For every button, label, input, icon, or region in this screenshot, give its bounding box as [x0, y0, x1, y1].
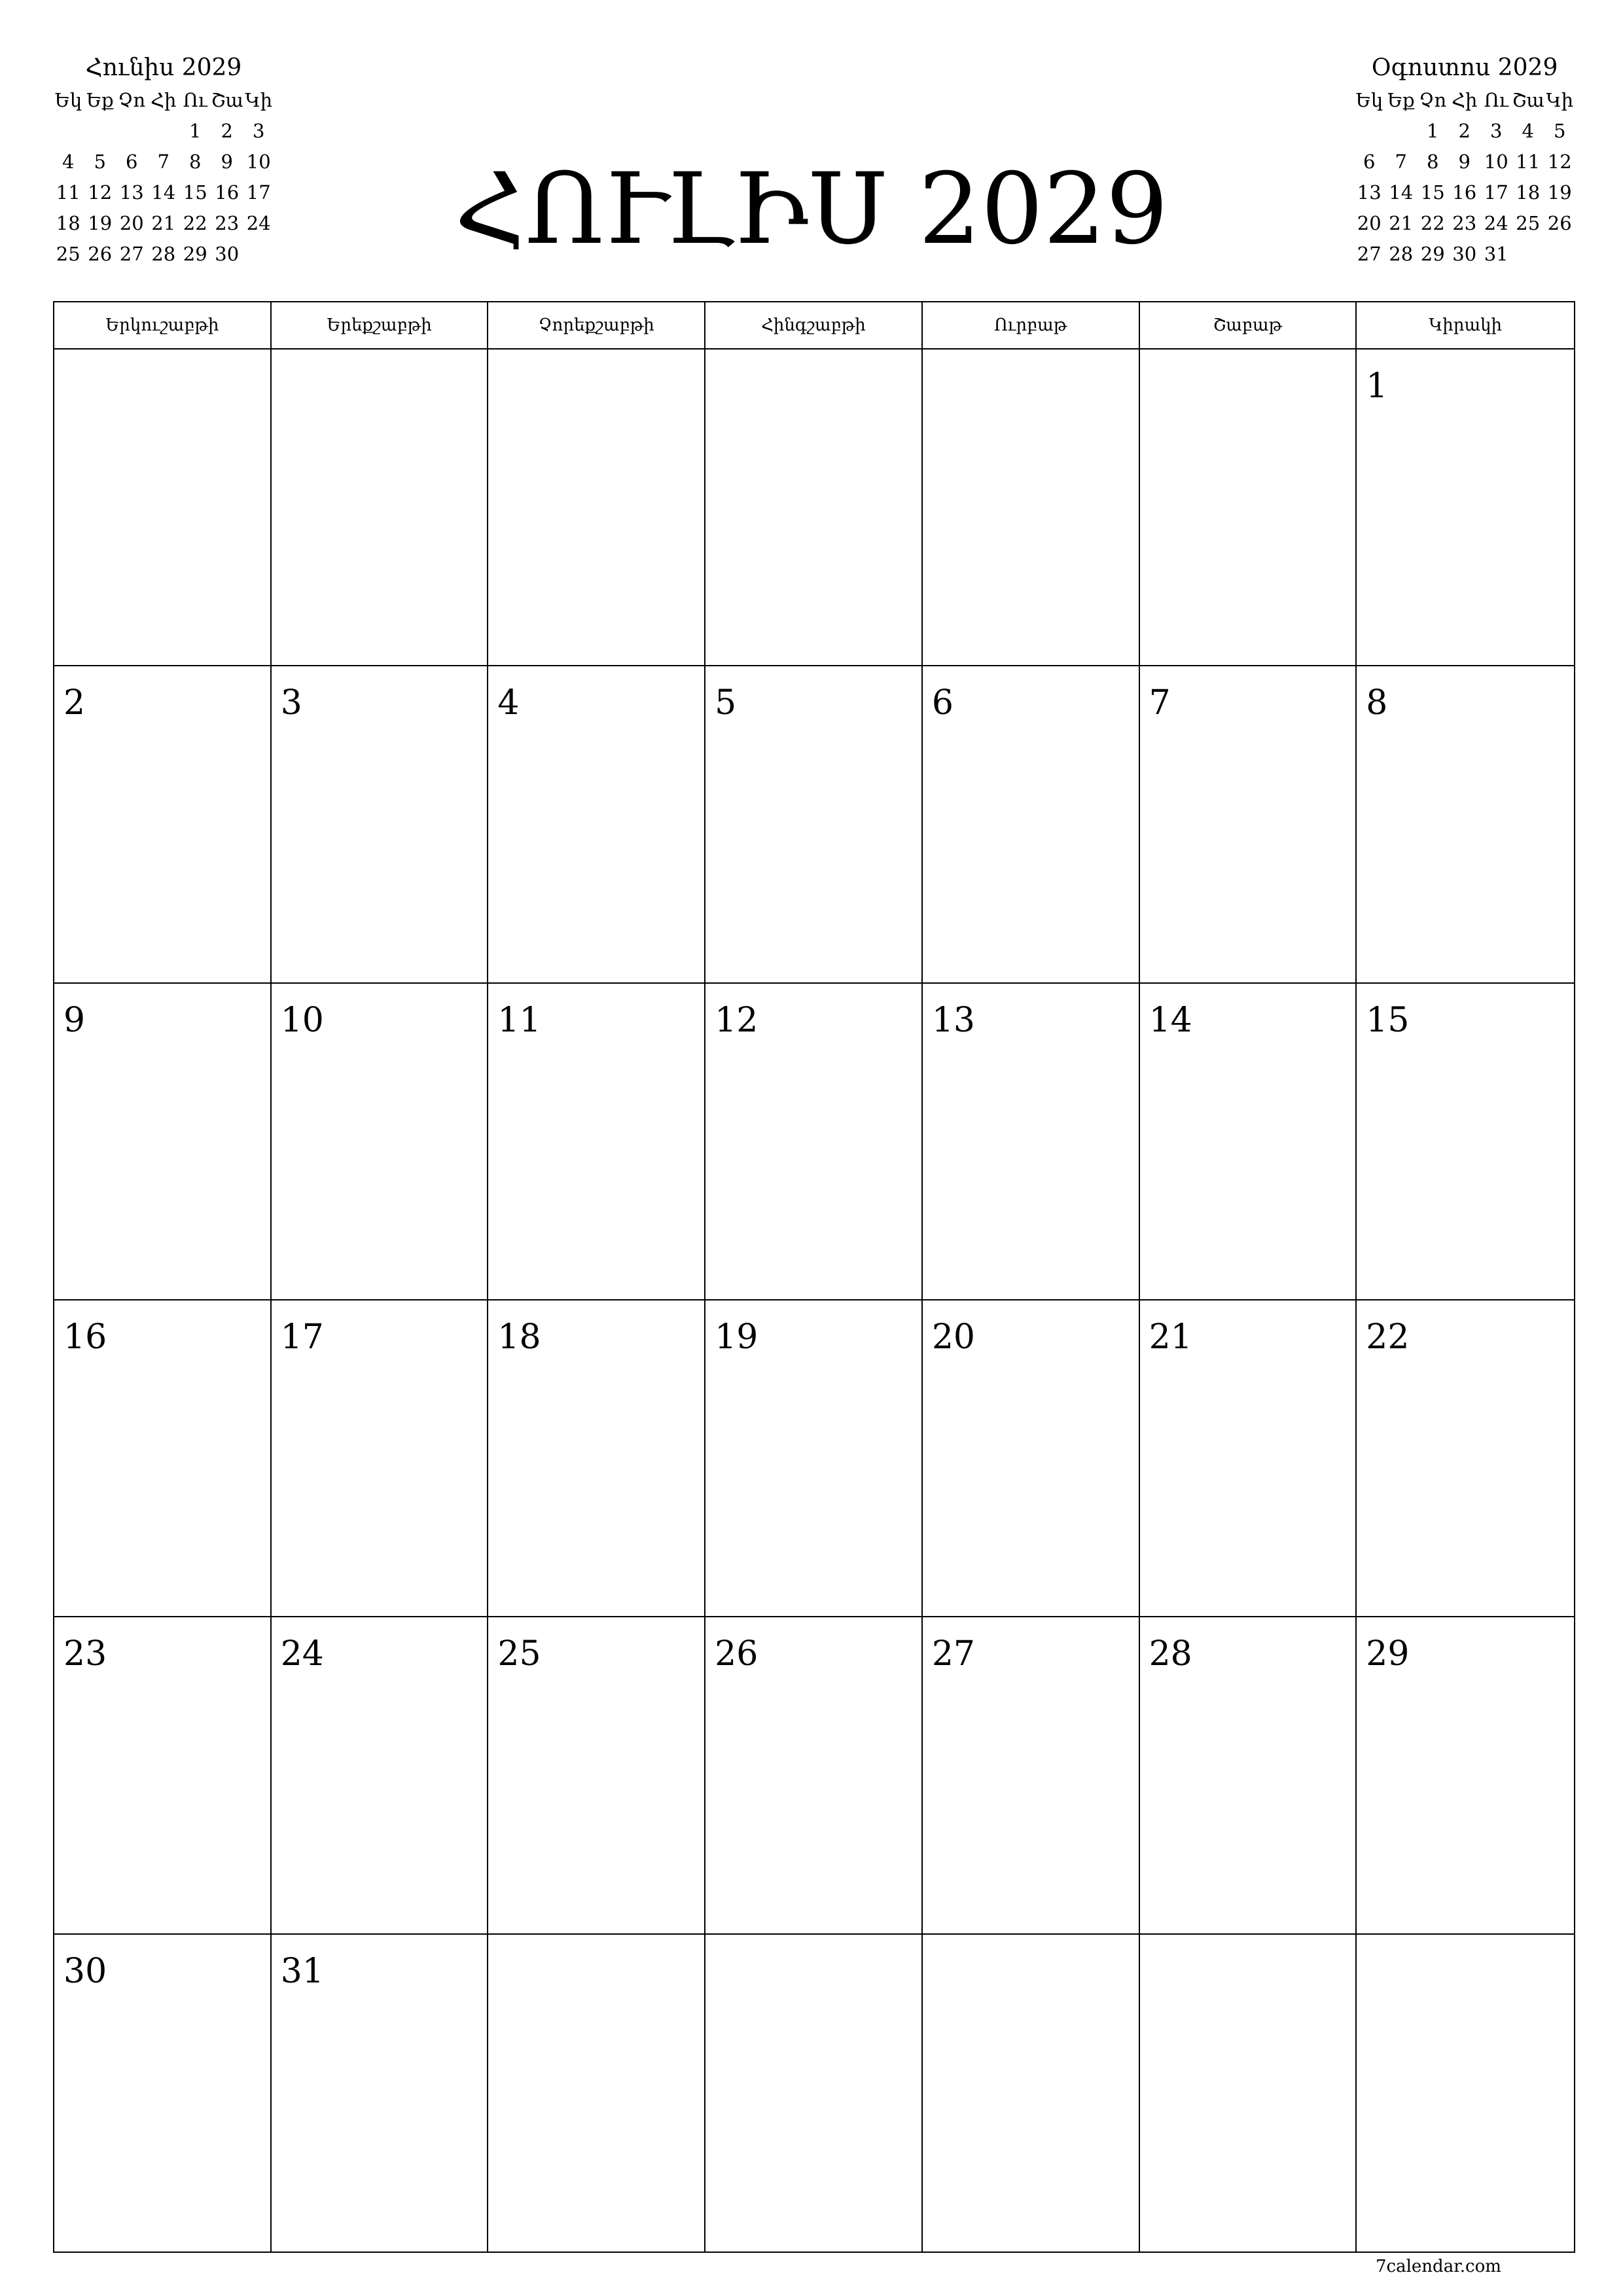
day-cell	[1357, 1300, 1574, 1617]
day-cell	[272, 350, 489, 666]
prev-month-title: Հունիս 2029	[85, 54, 242, 81]
mini-day	[84, 116, 116, 147]
day-cell	[923, 350, 1140, 666]
day-number: 12	[715, 1000, 758, 1040]
day-number: 18	[497, 1318, 541, 1357]
mini-day: 9	[221, 151, 233, 173]
day-cell	[1140, 350, 1357, 666]
mini-day: 20	[119, 212, 144, 234]
day-number: 6	[931, 683, 954, 723]
day-number: 9	[63, 1000, 86, 1040]
day-cell	[54, 1617, 272, 1934]
mini-day: 27	[1357, 243, 1382, 265]
day-number: 24	[280, 1634, 324, 1674]
mini-weekday: Չո	[118, 89, 146, 111]
mini-weekday: Հի	[151, 89, 177, 111]
mini-day: 18	[1516, 181, 1541, 204]
mini-weekday: Չո	[1419, 89, 1447, 111]
mini-day: 21	[1389, 212, 1414, 234]
mini-day: 24	[1484, 212, 1508, 234]
day-number: 22	[1366, 1318, 1410, 1357]
mini-weekday: Կի	[1546, 89, 1574, 111]
mini-day: 10	[246, 151, 271, 173]
day-cell	[272, 1935, 489, 2251]
mini-weekday: Հի	[1452, 89, 1478, 111]
day-cell	[1357, 1617, 1574, 1934]
mini-day: 28	[151, 243, 176, 265]
next-month-mini-calendar	[1353, 51, 1576, 270]
day-cell	[923, 1300, 1140, 1617]
day-cell	[705, 1935, 923, 2251]
mini-day: 31	[1484, 243, 1508, 265]
day-cell	[705, 1617, 923, 1934]
day-number: 10	[280, 1000, 324, 1040]
day-number: 2	[63, 683, 86, 723]
day-cell	[1357, 350, 1574, 666]
day-cell	[54, 666, 272, 983]
day-cell	[54, 1935, 272, 2251]
mini-day: 14	[1389, 181, 1414, 204]
mini-day: 26	[88, 243, 113, 265]
mini-day: 2	[1458, 120, 1471, 142]
mini-day: 29	[1420, 243, 1445, 265]
mini-day	[116, 116, 148, 147]
day-cell	[272, 1617, 489, 1934]
mini-day: 5	[1554, 120, 1566, 142]
day-cell	[488, 1300, 705, 1617]
day-cell	[488, 666, 705, 983]
day-number: 25	[497, 1634, 541, 1674]
day-cell	[1357, 1935, 1574, 2251]
mini-day: 5	[94, 151, 106, 173]
day-number: 4	[497, 683, 520, 723]
mini-day	[1385, 116, 1418, 147]
day-cell	[1140, 1617, 1357, 1934]
mini-day: 1	[1427, 120, 1439, 142]
day-cell	[1357, 984, 1574, 1300]
mini-day: 3	[253, 120, 265, 142]
day-cell	[54, 1300, 272, 1617]
mini-day: 8	[1427, 151, 1439, 173]
next-month-title: Օգոստոս 2029	[1371, 54, 1558, 81]
mini-day: 15	[183, 181, 207, 204]
mini-day: 18	[56, 212, 80, 234]
page-title: ՀՈՒԼԻՍ 2029	[454, 152, 1169, 266]
mini-day: 30	[1452, 243, 1477, 265]
day-number: 27	[931, 1634, 976, 1674]
mini-weekday: Ու	[183, 89, 207, 111]
mini-day: 3	[1490, 120, 1503, 142]
mini-day: 2	[221, 120, 233, 142]
day-number: 30	[63, 1951, 107, 1991]
mini-day: 19	[1547, 181, 1572, 204]
day-number: 11	[497, 1000, 541, 1040]
day-cell	[488, 350, 705, 666]
day-cell	[923, 1617, 1140, 1934]
day-number: 19	[715, 1318, 758, 1357]
day-cell	[54, 984, 272, 1300]
mini-weekday: Եք	[1387, 89, 1415, 111]
day-cell	[1140, 666, 1357, 983]
mini-day: 21	[151, 212, 176, 234]
mini-day: 28	[1389, 243, 1414, 265]
mini-day: 12	[88, 181, 113, 204]
day-cell	[54, 350, 272, 666]
day-cell	[1357, 666, 1574, 983]
day-cell	[1140, 1935, 1357, 2251]
weekday-header: Երկուշաբթի	[54, 302, 272, 350]
day-number: 15	[1366, 1000, 1410, 1040]
day-cell	[272, 1300, 489, 1617]
next-month-grid	[1353, 85, 1576, 270]
day-number: 13	[931, 1000, 976, 1040]
mini-day	[1512, 239, 1544, 270]
mini-day: 6	[1363, 151, 1376, 173]
day-cell	[705, 1300, 923, 1617]
mini-day: 22	[1420, 212, 1445, 234]
day-number: 26	[715, 1634, 758, 1674]
mini-day: 7	[1395, 151, 1407, 173]
day-cell	[923, 1935, 1140, 2251]
mini-day: 12	[1547, 151, 1572, 173]
day-number: 5	[715, 683, 737, 723]
day-cell	[1140, 984, 1357, 1300]
weekday-header: Շաբաթ	[1140, 302, 1357, 350]
day-number: 23	[63, 1634, 107, 1674]
mini-day	[52, 116, 84, 147]
mini-day	[148, 116, 180, 147]
day-cell	[488, 1617, 705, 1934]
mini-weekday: Կի	[245, 89, 273, 111]
day-cell	[705, 666, 923, 983]
mini-day: 8	[189, 151, 202, 173]
weekday-header: Չորեքշաբթի	[488, 302, 705, 350]
mini-weekday: Շա	[1512, 89, 1544, 111]
mini-day: 19	[88, 212, 113, 234]
weekday-header: Հինգշաբթի	[705, 302, 923, 350]
day-number: 3	[280, 683, 302, 723]
day-cell	[488, 984, 705, 1300]
mini-day: 16	[215, 181, 240, 204]
mini-day: 24	[246, 212, 271, 234]
day-cell	[1140, 1300, 1357, 1617]
day-number: 16	[63, 1318, 107, 1357]
mini-day: 14	[151, 181, 176, 204]
weekday-header: Կիրակի	[1357, 302, 1574, 350]
day-number: 1	[1366, 367, 1388, 406]
mini-day: 30	[215, 243, 240, 265]
day-cell	[705, 984, 923, 1300]
mini-day: 17	[1484, 181, 1508, 204]
day-number: 14	[1149, 1000, 1192, 1040]
mini-day: 17	[246, 181, 271, 204]
mini-day: 6	[126, 151, 138, 173]
mini-day	[1353, 116, 1385, 147]
day-cell	[923, 984, 1140, 1300]
mini-day: 25	[1516, 212, 1541, 234]
day-number: 28	[1149, 1634, 1192, 1674]
mini-day: 23	[215, 212, 240, 234]
weekday-header: Ուրբաթ	[923, 302, 1140, 350]
day-number: 7	[1149, 683, 1171, 723]
mini-weekday: Շա	[211, 89, 243, 111]
day-cell	[923, 666, 1140, 983]
mini-day: 22	[183, 212, 207, 234]
mini-weekday: Եկ	[54, 89, 82, 111]
mini-day: 15	[1420, 181, 1445, 204]
mini-weekday: Եկ	[1355, 89, 1383, 111]
mini-day: 11	[1516, 151, 1541, 173]
day-number: 29	[1366, 1634, 1410, 1674]
mini-day: 13	[119, 181, 144, 204]
mini-day: 4	[1522, 120, 1534, 142]
mini-day: 9	[1458, 151, 1471, 173]
mini-day: 7	[157, 151, 169, 173]
mini-day: 10	[1484, 151, 1508, 173]
mini-day: 16	[1452, 181, 1477, 204]
day-number: 8	[1366, 683, 1388, 723]
mini-day: 13	[1357, 181, 1382, 204]
day-cell	[272, 984, 489, 1300]
mini-day: 27	[119, 243, 144, 265]
day-number: 31	[280, 1951, 324, 1991]
day-number: 17	[280, 1318, 324, 1357]
mini-day: 23	[1452, 212, 1477, 234]
mini-day	[1544, 239, 1576, 270]
mini-day: 4	[62, 151, 75, 173]
mini-day: 11	[56, 181, 80, 204]
weekday-header: Երեքշաբթի	[272, 302, 489, 350]
mini-day: 20	[1357, 212, 1382, 234]
mini-weekday: Ու	[1484, 89, 1508, 111]
site-credit: 7calendar.com	[1376, 2257, 1501, 2276]
mini-weekday: Եք	[86, 89, 114, 111]
mini-day: 26	[1547, 212, 1572, 234]
day-cell	[488, 1935, 705, 2251]
day-number: 20	[931, 1318, 976, 1357]
month-grid	[53, 301, 1575, 2253]
day-cell	[705, 350, 923, 666]
mini-day: 25	[56, 243, 80, 265]
mini-day: 1	[189, 120, 202, 142]
mini-day: 29	[183, 243, 207, 265]
day-cell	[272, 666, 489, 983]
day-number: 21	[1149, 1318, 1192, 1357]
